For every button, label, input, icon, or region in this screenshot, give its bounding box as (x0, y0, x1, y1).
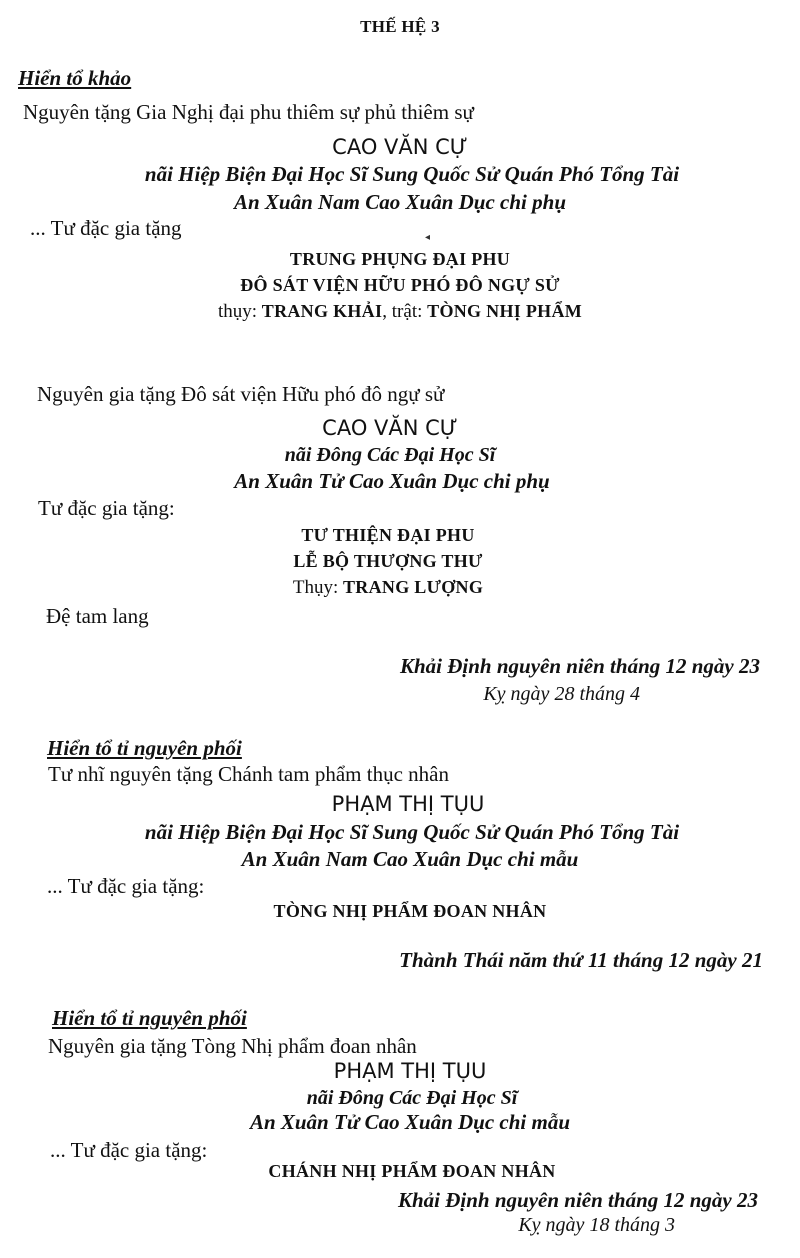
section-1-trat-value: TÒNG NHỊ PHẨM (427, 301, 583, 321)
section-2-line3: Đệ tam lang (46, 604, 149, 628)
section-2-title1: TƯ THIỆN ĐẠI PHU (301, 525, 475, 545)
stray-mark-icon: ◂ (425, 232, 431, 243)
section-1-title1: TRUNG PHỤNG ĐẠI PHU (289, 249, 511, 269)
section-4-date: Khải Định nguyên niên tháng 12 ngày 23 (397, 1188, 758, 1212)
section-2-line1: Nguyên gia tặng Đô sát viện Hữu phó đô ngự sử (37, 382, 445, 406)
page-title: THẾ HỆ 3 (360, 17, 440, 36)
section-2-name: CAO VĂN CỰ (322, 416, 458, 440)
section-2-title3 (0, 578, 788, 597)
section-2-thuy-label: Thụy: (292, 577, 343, 598)
section-4-line2: ... Tư đặc gia tặng: (50, 1138, 208, 1162)
section-2-date: Khải Định nguyên niên tháng 12 ngày 23 (399, 654, 760, 678)
section-3-line1: Tư nhĩ nguyên tặng Chánh tam phẩm thục nhân (48, 762, 449, 786)
section-3-heading: Hiển tổ tỉ nguyên phối (47, 736, 242, 760)
section-4-ky: Kỵ ngày 18 tháng 3 (518, 1214, 675, 1236)
section-1-thuy-value: TRANG KHẢI (261, 301, 383, 321)
section-3-date: Thành Thái năm thứ 11 tháng 12 ngày 21 (399, 948, 763, 972)
section-1-line2: ... Tư đặc gia tặng (30, 216, 182, 240)
section-4-italic1: nãi Đông Các Đại Học Sĩ (306, 1087, 518, 1109)
section-4-heading: Hiển tổ tỉ nguyên phối (52, 1006, 247, 1030)
section-1-title3 (0, 302, 800, 321)
section-4-italic2: An Xuân Tử Cao Xuân Dục chi mẫu (249, 1110, 571, 1134)
section-2-ky: Kỵ ngày 28 tháng 4 (483, 683, 640, 705)
section-3-name: PHẠM THỊ TỤU (331, 792, 485, 816)
section-1-title2: ĐÔ SÁT VIỆN HỮU PHÓ ĐÔ NGỰ SỬ (240, 275, 560, 295)
section-3-line2: ... Tư đặc gia tặng: (47, 874, 205, 898)
section-4-line1: Nguyên gia tặng Tòng Nhị phẩm đoan nhân (48, 1034, 417, 1058)
section-4-title1: CHÁNH NHỊ PHẨM ĐOAN NHÂN (268, 1161, 556, 1181)
section-1-heading: Hiển tổ khảo (18, 66, 132, 90)
section-1-thuy-label: thụy: (217, 301, 262, 322)
section-1-italic1: nãi Hiệp Biện Đại Học Sĩ Sung Quốc Sử Quán Phó Tổng Tài (144, 162, 680, 186)
section-4-name: PHẠM THỊ TỤU (333, 1059, 487, 1083)
section-1-name: CAO VĂN CỰ (332, 135, 468, 159)
section-3-italic2: An Xuân Nam Cao Xuân Dục chi mẫu (241, 847, 579, 871)
section-1-line1: Nguyên tặng Gia Nghị đại phu thiêm sự phủ thiêm sự (23, 100, 474, 124)
section-3-title1: TÒNG NHỊ PHẨM ĐOAN NHÂN (273, 901, 547, 921)
section-2-italic1: nãi Đông Các Đại Học Sĩ (284, 444, 496, 466)
section-2-line2: Tư đặc gia tặng: (38, 496, 175, 520)
section-2-italic2: An Xuân Tử Cao Xuân Dục chi phụ (234, 469, 550, 493)
section-1-trat-label: , trật: (382, 301, 428, 322)
section-3-italic1: nãi Hiệp Biện Đại Học Sĩ Sung Quốc Sử Quán Phó Tổng Tài (144, 820, 680, 844)
section-2-thuy-value: TRANG LƯỢNG (343, 577, 484, 597)
section-1-italic2: An Xuân Nam Cao Xuân Dục chi phụ (233, 190, 567, 214)
section-2-title2: LỄ BỘ THƯỢNG THƯ (293, 551, 483, 571)
